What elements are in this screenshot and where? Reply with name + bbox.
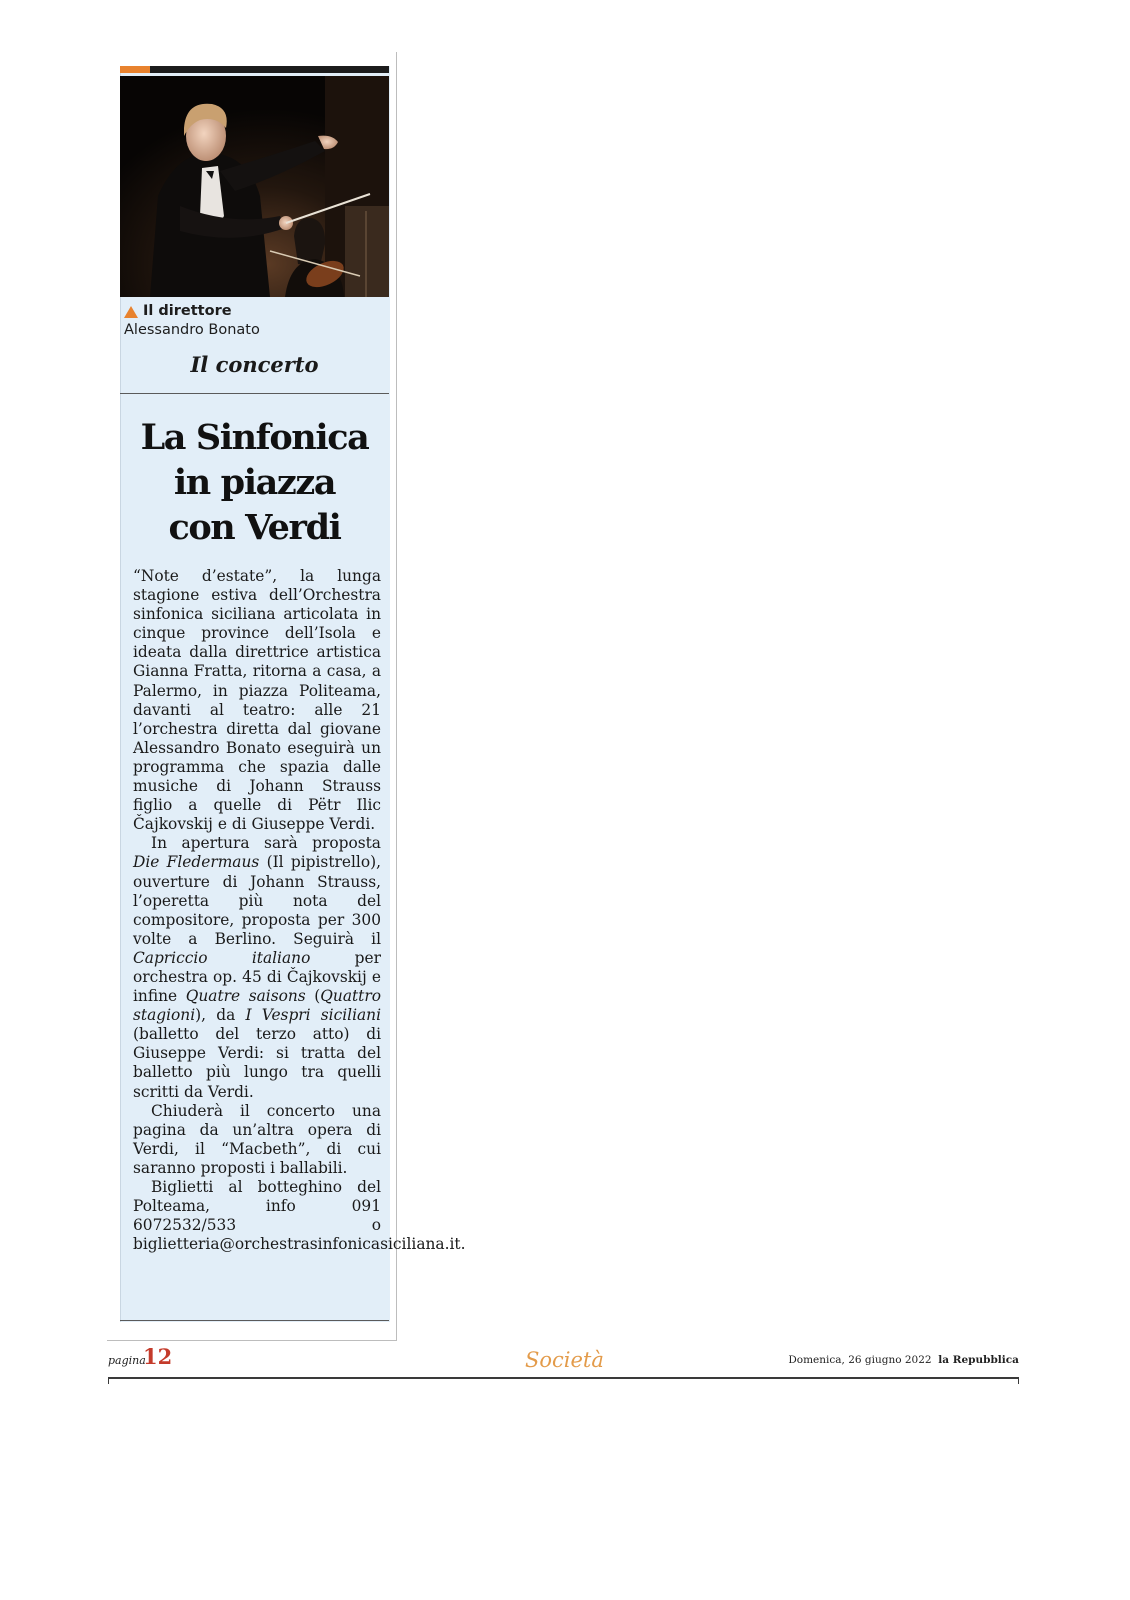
section-name: Società [525,1348,604,1372]
kicker: Il concerto [190,352,319,377]
footer-rule [108,1377,1019,1379]
italic-run: I Vespri siciliani [245,1006,381,1025]
masthead: la Repubblica [938,1354,1019,1366]
italic-run: Die Fledermaus [133,853,260,872]
photo-caption [124,302,384,340]
headline-line-1: La Sinfonica [140,417,369,458]
conductor-photo [120,76,389,297]
headline [120,415,389,550]
text-run: In apertura sarà proposta [151,834,381,853]
text-run: (Il pipistrello), ouverture di Johann Strauss, l’operetta più nota del compositore, proposta per 300 volte a Berlino. Seguirà il [133,853,381,948]
top-rule [120,66,389,73]
italic-run: Quatre saisons [185,987,306,1006]
paragraph-1: “Note d’estate”, la lunga stagione estiva dell’Orchestra sinfonica siciliana articolata in cinque province dell’Isola e ideata dalla direttrice artistica Gianna Fratta, ritorna a casa, a Palermo, in piazza Politeama, davanti al teatro: alle 21 l’orchestra diretta dal giovane Alessandro Bonato eseguirà un programma che spazia dalle musiche di Johann Strauss figlio a quelle di Pëtr Ilic Čajkovskij e di Giuseppe Verdi. [133,567,381,834]
paragraph-2 [133,834,381,1101]
separator-rule [120,393,389,394]
article-body [133,567,466,1254]
column-bottom-rule [120,1320,389,1321]
footer-rule-tick-left [108,1379,109,1384]
headline-line-2: in piazza [173,462,336,503]
page-label: pagina [108,1354,146,1367]
footer-rule-tick-right [1018,1379,1019,1384]
dateline [788,1354,1019,1366]
text-run: ), da [195,1006,246,1025]
paragraph-3: Chiuderà il concerto una pagina da un’altra opera di Verdi, il “Macbeth”, di cui saranno proposti i ballabili. [133,1101,381,1177]
top-rule-accent [120,66,150,73]
text-run: (balletto del terzo atto) di Giuseppe Verdi: si tratta del balletto più lungo tra quelli scritti da Verdi. [133,1025,381,1101]
triangle-icon [124,306,138,318]
text-run: ( [305,987,321,1006]
headline-line-3: con Verdi [168,507,341,548]
italic-run: Quattro stagioni [133,987,381,1025]
caption-title-text: Il direttore [143,303,232,319]
italic-run: Capriccio italiano [133,948,311,967]
paragraph-4: Biglietti al botteghino del Polteama, info 091 6072532/533 o biglietteria@orchestrasinfonicasiciliana.it. [133,1178,466,1254]
caption-title [124,302,384,321]
page-number: 12 [143,1344,173,1369]
date: Domenica, 26 giugno 2022 [788,1354,932,1366]
text-run: per orchestra op. 45 di Čajkovskij e infine [133,948,381,1006]
page-footer [108,1344,1019,1378]
caption-name: Alessandro Bonato [124,322,260,338]
